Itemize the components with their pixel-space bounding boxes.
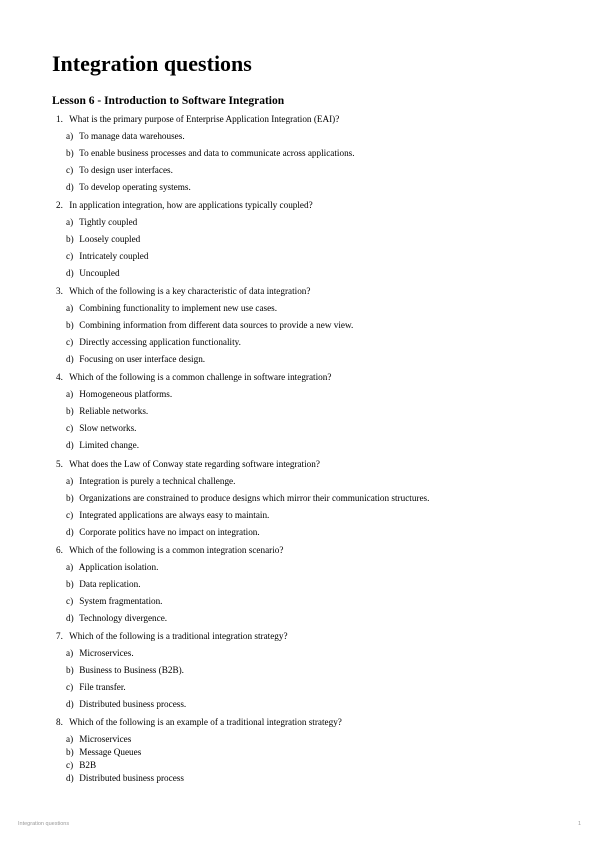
option-letter: c) — [66, 337, 74, 347]
option-letter: b) — [66, 320, 74, 330]
option-text: Application isolation. — [78, 562, 159, 572]
option-letter: a) — [66, 734, 74, 744]
option-7c — [66, 681, 556, 693]
question-number: 5. — [56, 459, 63, 469]
option-4d — [66, 439, 556, 451]
option-4a — [66, 388, 556, 400]
option-text: To develop operating systems. — [79, 182, 191, 192]
option-text: To manage data warehouses. — [79, 131, 185, 141]
option-text: Business to Business (B2B). — [79, 665, 184, 675]
option-text: Organizations are constrained to produce designs which mirror their communication structures. — [79, 493, 430, 503]
option-letter: b) — [66, 148, 74, 158]
option-6c — [66, 595, 556, 607]
question-number: 3. — [56, 286, 63, 296]
option-letter: d) — [66, 440, 74, 450]
option-7b — [66, 664, 556, 676]
question-7 — [56, 630, 556, 642]
option-text: Intricately coupled — [79, 251, 149, 261]
question-text: Which of the following is an example of a traditional integration strategy? — [69, 717, 342, 727]
option-3c — [66, 336, 556, 348]
question-text: What does the Law of Conway state regarding software integration? — [69, 459, 320, 469]
option-8c — [66, 759, 556, 771]
option-letter: d) — [66, 354, 74, 364]
option-letter: c) — [66, 596, 74, 606]
lesson-title: Lesson 6 - Introduction to Software Integration — [52, 95, 285, 107]
option-6d — [66, 612, 556, 624]
option-letter: c) — [66, 510, 74, 520]
option-5a — [66, 475, 556, 487]
option-letter: d) — [66, 699, 74, 709]
option-text: Homogeneous platforms. — [79, 389, 173, 399]
option-text: Focusing on user interface design. — [79, 354, 206, 364]
option-text: Uncoupled — [79, 268, 120, 278]
option-1b — [66, 147, 556, 159]
option-7d — [66, 698, 556, 710]
option-letter: d) — [66, 527, 74, 537]
option-letter: c) — [66, 251, 74, 261]
question-number: 1. — [56, 114, 63, 124]
option-7a — [66, 647, 556, 659]
option-letter: a) — [66, 303, 74, 313]
option-6b — [66, 578, 556, 590]
question-text: Which of the following is a common challenge in software integration? — [69, 372, 332, 382]
question-number: 6. — [56, 545, 63, 555]
option-text: Technology divergence. — [79, 613, 168, 623]
question-8 — [56, 716, 556, 728]
option-text: Distributed business process. — [79, 699, 187, 709]
option-text: Slow networks. — [79, 423, 137, 433]
question-3 — [56, 285, 556, 297]
option-letter: d) — [66, 268, 74, 278]
option-letter: b) — [66, 747, 74, 757]
option-text: Loosely coupled — [79, 234, 141, 244]
option-text: Combining functionality to implement new use cases. — [79, 303, 278, 313]
option-8a — [66, 733, 556, 745]
option-letter: d) — [66, 182, 74, 192]
question-text: Which of the following is a key characteristic of data integration? — [69, 286, 311, 296]
option-text: File transfer. — [79, 682, 126, 692]
question-1 — [56, 113, 556, 125]
option-text: Reliable networks. — [79, 406, 149, 416]
option-1d — [66, 181, 556, 193]
option-text: Distributed business process — [79, 773, 184, 783]
option-text: Microservices. — [79, 648, 134, 658]
option-1a — [66, 130, 556, 142]
option-letter: b) — [66, 493, 74, 503]
option-text: B2B — [79, 760, 97, 770]
page-title: Integration questions — [52, 51, 252, 76]
option-6a — [66, 561, 556, 573]
option-text: System fragmentation. — [79, 596, 163, 606]
option-text: Tightly coupled — [79, 217, 138, 227]
option-4b — [66, 405, 556, 417]
footer-document-title: Integration questions — [18, 821, 70, 827]
option-letter: a) — [66, 476, 74, 486]
option-8d — [66, 772, 556, 784]
option-letter: a) — [66, 562, 74, 572]
question-number: 7. — [56, 631, 63, 641]
question-number: 2. — [56, 200, 63, 210]
option-letter: a) — [66, 131, 74, 141]
option-letter: c) — [66, 682, 74, 692]
option-5c — [66, 509, 556, 521]
option-2c — [66, 250, 556, 262]
option-1c — [66, 164, 556, 176]
option-3b — [66, 319, 556, 331]
question-6 — [56, 544, 556, 556]
option-2b — [66, 233, 556, 245]
question-text: Which of the following is a traditional integration strategy? — [69, 631, 288, 641]
option-letter: b) — [66, 665, 74, 675]
question-text: What is the primary purpose of Enterprise Application Integration (EAI)? — [69, 114, 340, 124]
option-text: Limited change. — [79, 440, 139, 450]
question-text: In application integration, how are applications typically coupled? — [69, 200, 313, 210]
option-letter: a) — [66, 217, 74, 227]
option-text: Integrated applications are always easy to maintain. — [79, 510, 270, 520]
option-text: Microservices — [79, 734, 132, 744]
option-8b — [66, 746, 556, 758]
option-text: Directly accessing application functionality. — [79, 337, 241, 347]
option-text: Data replication. — [79, 579, 141, 589]
question-text: Which of the following is a common integration scenario? — [69, 545, 284, 555]
footer-page-number: 1 — [577, 821, 581, 827]
option-text: Integration is purely a technical challenge. — [79, 476, 236, 486]
option-letter: a) — [66, 648, 74, 658]
question-number: 4. — [56, 372, 63, 382]
option-text: To enable business processes and data to communicate across applications. — [79, 148, 355, 158]
option-text: Message Queues — [79, 747, 142, 757]
option-letter: b) — [66, 406, 74, 416]
option-text: Corporate politics have no impact on integration. — [79, 527, 260, 537]
option-letter: c) — [66, 760, 74, 770]
option-letter: c) — [66, 165, 74, 175]
option-2a — [66, 216, 556, 228]
option-3a — [66, 302, 556, 314]
option-2d — [66, 267, 556, 279]
option-letter: c) — [66, 423, 74, 433]
question-4 — [56, 371, 556, 383]
option-letter: b) — [66, 579, 74, 589]
option-3d — [66, 353, 556, 365]
option-5b — [66, 492, 556, 504]
option-letter: b) — [66, 234, 74, 244]
question-5 — [56, 458, 556, 470]
option-letter: a) — [66, 389, 74, 399]
option-5d — [66, 526, 556, 538]
option-letter: d) — [66, 613, 74, 623]
option-letter: d) — [66, 773, 74, 783]
option-4c — [66, 422, 556, 434]
option-text: To design user interfaces. — [79, 165, 173, 175]
question-2 — [56, 199, 556, 211]
option-text: Combining information from different data sources to provide a new view. — [79, 320, 354, 330]
question-number: 8. — [56, 717, 63, 727]
